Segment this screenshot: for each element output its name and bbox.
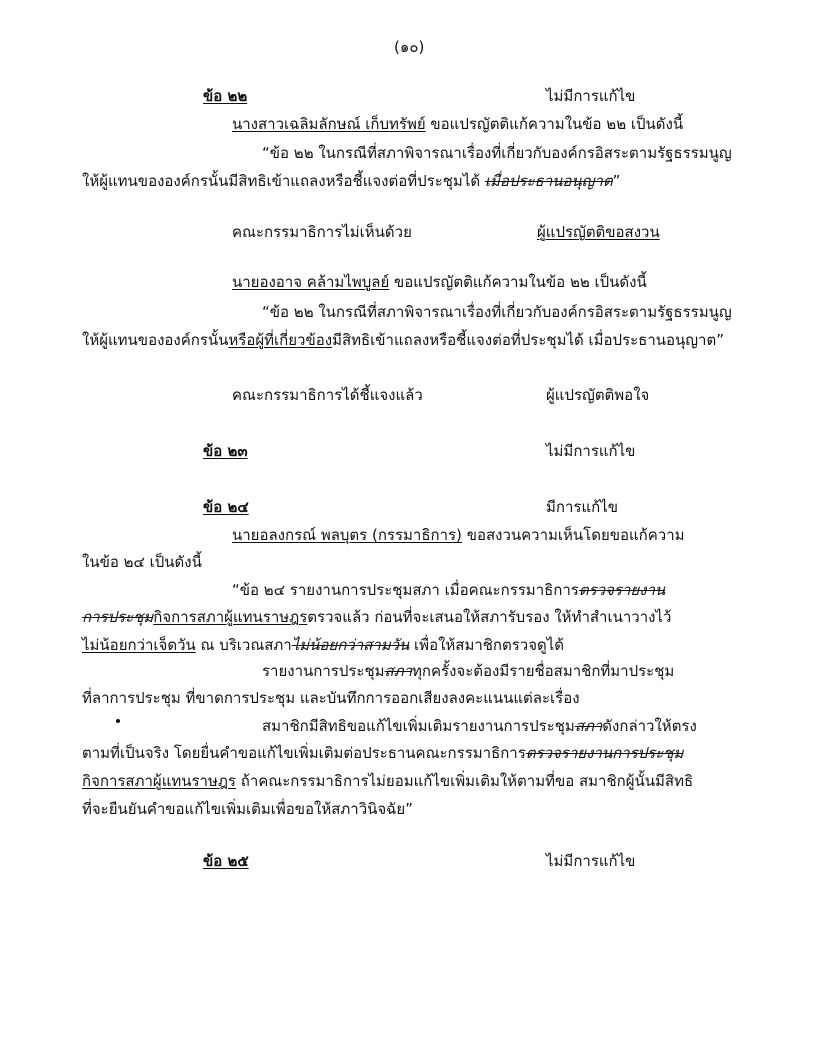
text-segment: ทุกครั้งจะต้องมีรายชื่อสมาชิกที่มาประชุม (412, 662, 675, 680)
section-24-p3-line-4: ที่จะยืนยันคำขอแก้ไขเพิ่มเติมเพื่อขอให้สภาวินิจฉัย” (82, 800, 413, 818)
underlined-insertion: กิจการสภาผู้แทนราษฎร (153, 608, 308, 626)
section-25-heading: ข้อ ๒๕ (203, 852, 249, 870)
section-24-heading: ข้อ ๒๔ (203, 498, 249, 516)
scan-mark (116, 719, 120, 723)
amendment-1-text-line-2 (82, 171, 620, 191)
section-23-heading: ข้อ ๒๓ (203, 442, 248, 460)
section-24-p3-line-2 (82, 743, 683, 763)
text-segment: “ข้อ ๒๔ รายงานการประชุมสภา เมื่อคณะกรรมาธิการ (232, 581, 579, 599)
section-24-p3-line-3 (82, 771, 693, 791)
amendment-1-committee-response: คณะกรรมาธิการไม่เห็นด้วย (232, 223, 412, 241)
closing-quote: ” (612, 172, 621, 190)
underlined-insertion: ไม่น้อยกว่าเจ็ดวัน (82, 636, 196, 654)
section-24-p2-line-1 (262, 661, 674, 681)
text-segment: ตามที่เป็นจริง โดยยื่นคำขอแก้ไขเพิ่มเติมต่อประธานคณะกรรมาธิการ (82, 744, 526, 762)
section-23-status: ไม่มีการแก้ไข (546, 442, 636, 460)
struck-text: ไม่น้อยกว่าสามวัน (291, 636, 410, 654)
section-22-status: ไม่มีการแก้ไข (546, 87, 636, 105)
text-segment: รายงานการประชุม (262, 662, 385, 680)
underlined-insertion: หรือผู้ที่เกี่ยวข้อง (228, 331, 333, 349)
section-24-p3-line-1 (262, 716, 697, 736)
section-22-heading: ข้อ ๒๒ (203, 87, 248, 105)
struck-text: การประชุม (82, 608, 154, 626)
text-segment: ให้ผู้แทนขององค์กรนั้นมีสิทธิเข้าแถลงหรือชี้แจงต่อที่ประชุมได้ (82, 172, 481, 190)
reservation-intro-text: ขอสงวนความเห็นโดยขอแก้ความ (466, 526, 685, 544)
section-24-p2-line-2: ที่ลาการประชุม ที่ขาดการประชุม และบันทึกการออกเสียงลงคะแนนแต่ละเรื่อง (82, 689, 580, 707)
text-segment: เพื่อให้สมาชิกตรวจดูได้ (409, 636, 565, 654)
proposer-name: นายองอาจ คล้ามไพบูลย์ (232, 273, 390, 291)
amendment-2-text-line-1: “ข้อ ๒๒ ในกรณีที่สภาพิจารณาเรื่องที่เกี่ยวกับองค์กรอิสระตามรัฐธรรมนูญ (262, 303, 732, 321)
proposer-name: นายอลงกรณ์ พลบุตร (กรรมาธิการ) (232, 526, 462, 544)
text-segment: สมาชิกมีสิทธิขอแก้ไขเพิ่มเติมรายงานการประชุม (262, 717, 575, 735)
amendment-1-outcome: ผู้แปรญัตติขอสงวน (537, 223, 660, 241)
page-number: (๑๐) (394, 38, 425, 56)
section-24-intro-line-2: ในข้อ ๒๔ เป็นดังนี้ (82, 553, 202, 571)
amendment-2-outcome: ผู้แปรญัตติพอใจ (546, 386, 650, 404)
text-segment: มีสิทธิเข้าแถลงหรือชี้แจงต่อที่ประชุมได้ เมื่อประธานอนุญาต” (332, 331, 724, 349)
section-24-p1-line-2 (82, 607, 671, 627)
section-24-p1-line-1 (232, 580, 665, 600)
struck-text: ตรวจรายงาน (578, 581, 666, 599)
text-segment: ตรวจแล้ว ก่อนที่จะเสนอให้สภารับรอง ให้ทำสำเนาวางไว้ (307, 608, 672, 626)
underlined-insertion: กิจการสภาผู้แทนราษฎร (82, 772, 236, 790)
struck-text: ตรวจรายงานการประชุม (525, 744, 684, 762)
amendment-2-committee-response: คณะกรรมาธิการได้ชี้แจงแล้ว (232, 386, 423, 404)
amendment-2-intro (232, 272, 647, 292)
amendment-1-intro (232, 114, 683, 134)
text-segment: ให้ผู้แทนขององค์กรนั้น (82, 331, 229, 349)
proposer-name: นางสาวเฉลิมลักษณ์ เก็บทรัพย์ (232, 115, 426, 133)
amendment-intro-text: ขอแปรญัตติแก้ความในข้อ ๒๒ เป็นดังนี้ (430, 115, 684, 133)
struck-text: เมื่อประธานอนุญาต (484, 172, 613, 190)
text-segment: ณ บริเวณสภา (195, 636, 292, 654)
amendment-2-text-line-2 (82, 330, 724, 350)
amendment-intro-text: ขอแปรญัตติแก้ความในข้อ ๒๒ เป็นดังนี้ (394, 273, 647, 291)
struck-text: สภา (384, 662, 413, 680)
amendment-1-text-line-1: “ข้อ ๒๒ ในกรณีที่สภาพิจารณาเรื่องที่เกี่ยวกับองค์กรอิสระตามรัฐธรรมนูญ (262, 144, 732, 162)
section-24-reservation-intro (232, 525, 685, 545)
text-segment: ถ้าคณะกรรมาธิการไม่ยอมแก้ไขเพิ่มเติมให้ตามที่ขอ สมาชิกผู้นั้นมีสิทธิ (236, 772, 694, 790)
struck-text: สภา (574, 717, 603, 735)
section-25-status: ไม่มีการแก้ไข (546, 852, 636, 870)
section-24-status: มีการแก้ไข (546, 498, 618, 516)
section-24-p1-line-3 (82, 635, 564, 655)
text-segment: ดังกล่าวให้ตรง (602, 717, 697, 735)
